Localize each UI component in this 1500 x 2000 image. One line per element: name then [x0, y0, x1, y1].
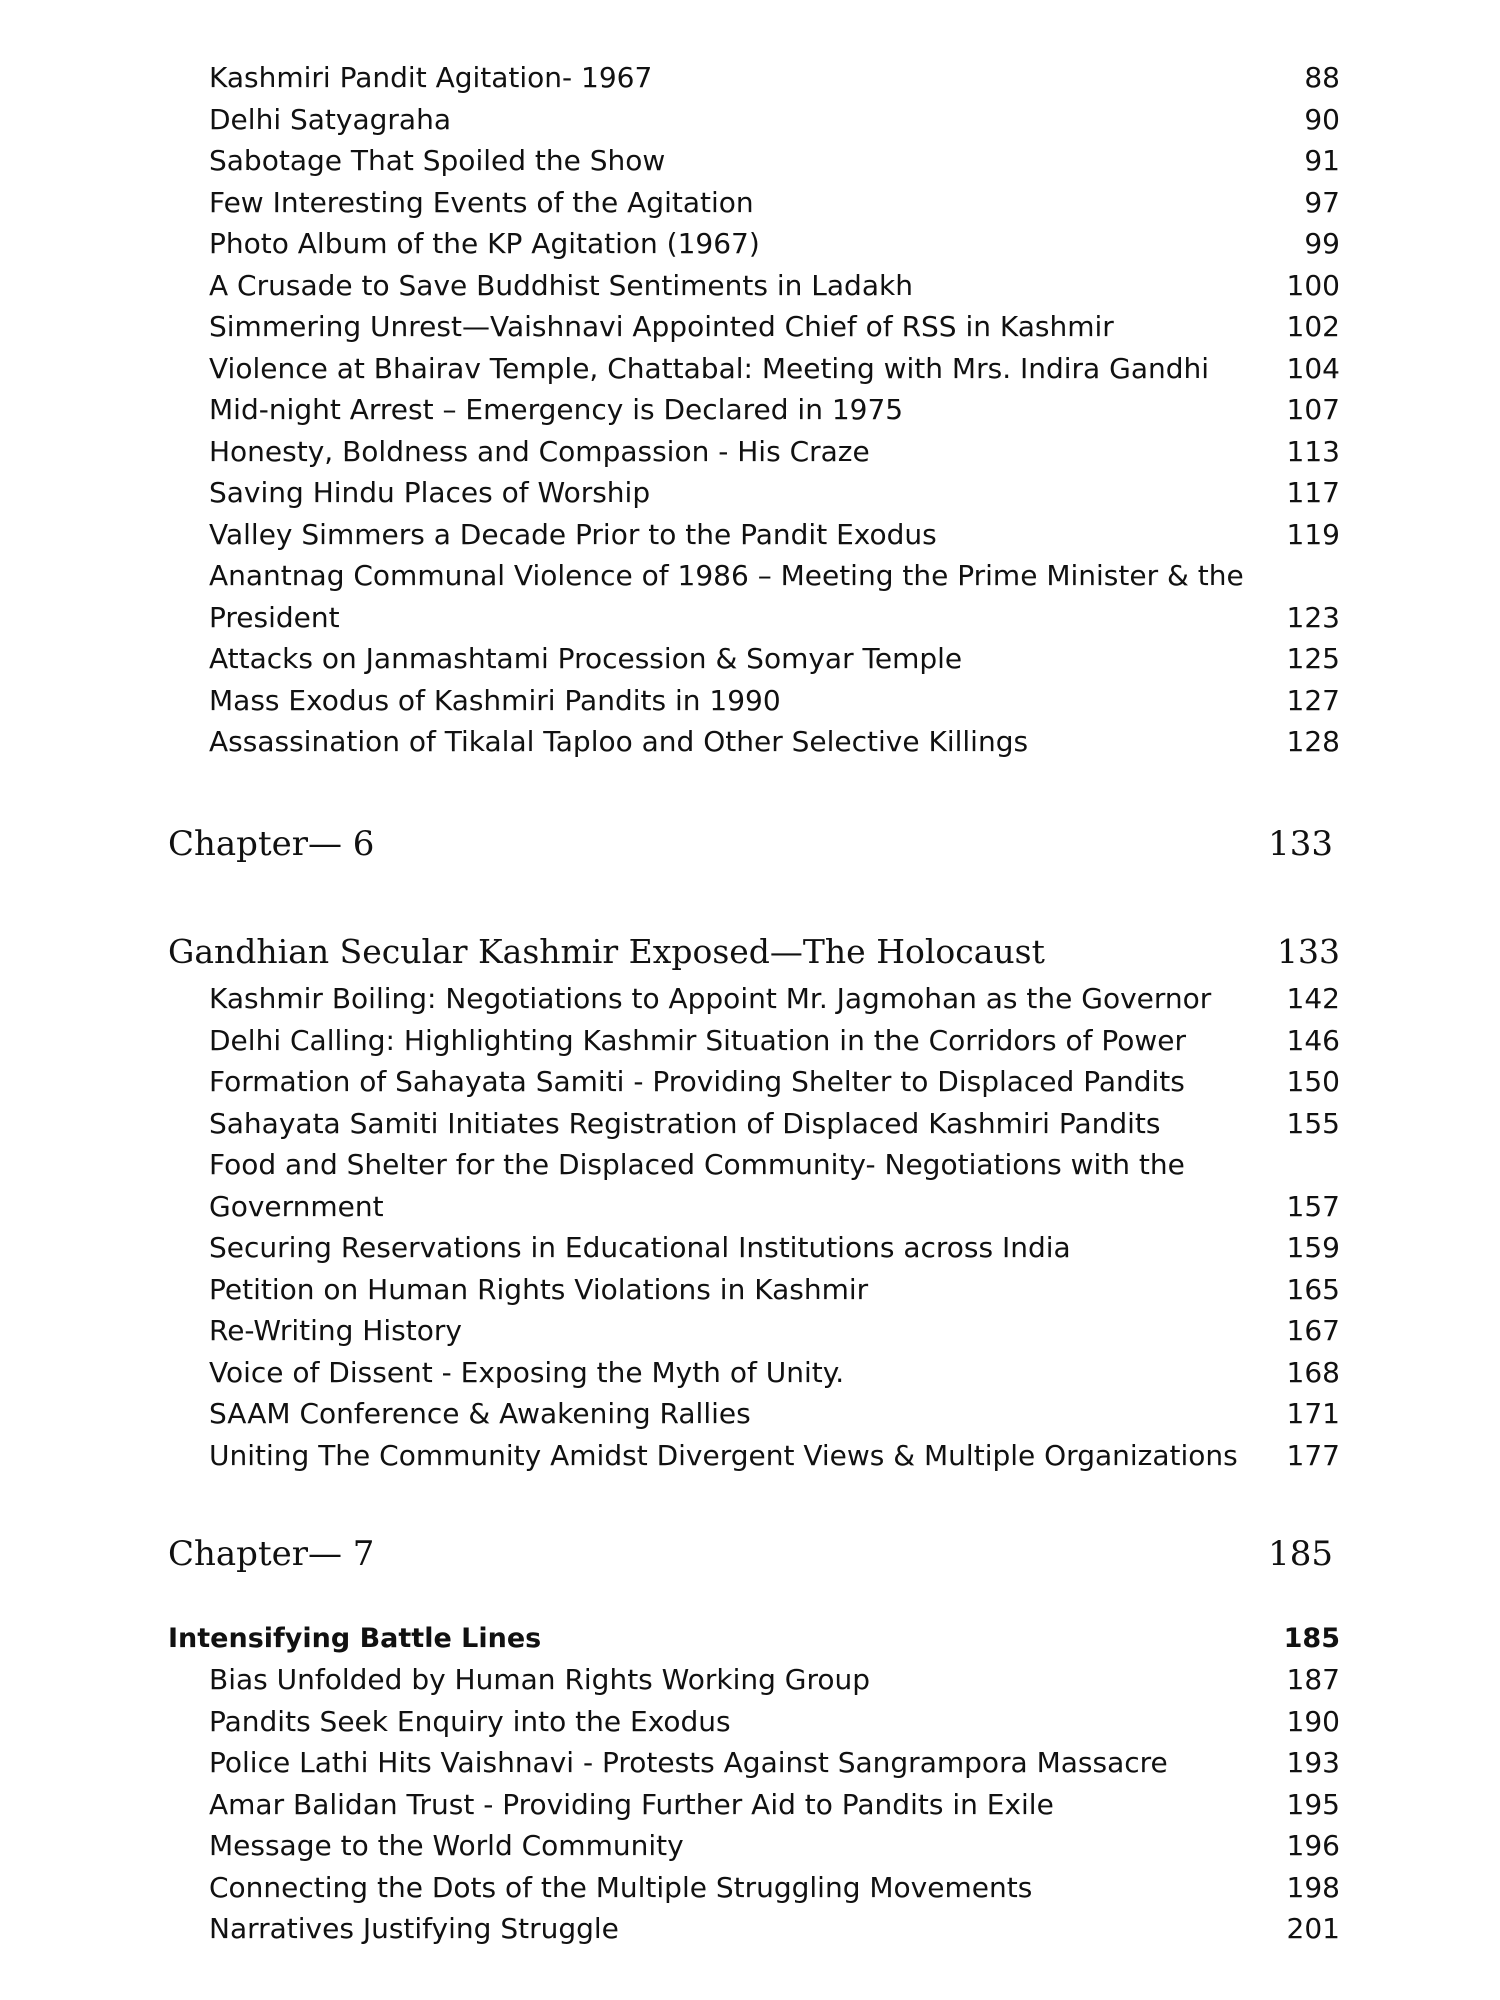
- toc-entry-title: Few Interesting Events of the Agitation: [209, 185, 754, 219]
- toc-entry-page: 88: [1304, 61, 1340, 94]
- toc-entry-title: Mass Exodus of Kashmiri Pandits in 1990: [209, 683, 781, 717]
- chapter-7-heading: Intensifying Battle Lines: [168, 1623, 542, 1654]
- toc-entry-page: 146: [1286, 1023, 1340, 1057]
- toc-entry-page: 142: [1286, 982, 1340, 1015]
- chapter-6-label: Chapter— 6: [168, 824, 375, 864]
- toc-entry-page: 193: [1286, 1746, 1340, 1779]
- toc-entry: [0, 1061, 1500, 1103]
- toc-entry-page: 177: [1286, 1438, 1340, 1472]
- chapter-6-heading-page: 133: [1277, 932, 1340, 971]
- toc-entry-page: 117: [1286, 476, 1340, 509]
- toc-entry-title: Kashmiri Pandit Agitation- 1967: [209, 61, 653, 94]
- toc-entry-title: Sahayata Samiti Initiates Registration of Displaced Kashmiri Pandits: [209, 1106, 1161, 1140]
- toc-entry-page: 97: [1304, 185, 1340, 219]
- toc-entry: [0, 555, 1500, 638]
- chapter-7-heading-page: 185: [1283, 1623, 1340, 1654]
- toc-entry-page: 102: [1286, 310, 1340, 343]
- toc-entry: [0, 638, 1500, 680]
- chapter-6-label-row: [0, 822, 1500, 866]
- chapter-6-entries: [0, 978, 1500, 1476]
- toc-entry: [0, 1908, 1500, 1950]
- toc-entry-title: Anantnag Communal Violence of 1986 – Meeting the Prime Minister & the President: [209, 559, 1244, 634]
- toc-entry: [0, 57, 1500, 99]
- toc-entry-title: Mid-night Arrest – Emergency is Declared in 1975: [209, 393, 904, 426]
- toc-entry-page: 198: [1286, 1870, 1340, 1904]
- toc-entry-page: 91: [1304, 144, 1340, 177]
- toc-entry-page: 90: [1304, 102, 1340, 136]
- toc-entry-page: 190: [1286, 1704, 1340, 1738]
- toc-entry: [0, 99, 1500, 141]
- toc-entry: [0, 978, 1500, 1020]
- toc-entry: [0, 1020, 1500, 1062]
- toc-entry-page: 113: [1286, 434, 1340, 468]
- toc-entry: [0, 514, 1500, 556]
- chapter-7-label: Chapter— 7: [168, 1534, 375, 1574]
- toc-entry-page: 201: [1286, 1912, 1340, 1945]
- toc-entry-title: Violence at Bhairav Temple, Chattabal: Meeting with Mrs. Indira Gandhi: [209, 351, 1210, 385]
- toc-entry-title: Delhi Satyagraha: [209, 102, 451, 136]
- toc-entry-title: SAAM Conference & Awakening Rallies: [209, 1397, 751, 1430]
- toc-entry-title: Attacks on Janmashtami Procession & Somyar Temple: [209, 642, 963, 675]
- toc-entry-page: 171: [1286, 1397, 1340, 1430]
- chapter-6-heading: Gandhian Secular Kashmir Exposed—The Holocaust: [168, 932, 1045, 971]
- toc-entry-title: Bias Unfolded by Human Rights Working Group: [209, 1663, 871, 1696]
- toc-entry: [0, 1659, 1500, 1701]
- toc-entry-title: Re-Writing History: [209, 1314, 462, 1347]
- toc-entry-title: Message to the World Community: [209, 1829, 684, 1862]
- toc-entry-page: 165: [1286, 1272, 1340, 1306]
- toc-entry-page: 196: [1286, 1829, 1340, 1862]
- toc-entry-title: Sabotage That Spoiled the Show: [209, 144, 666, 177]
- toc-entry: [0, 182, 1500, 224]
- toc-entry-page: 100: [1286, 268, 1340, 302]
- toc-entry-title: Voice of Dissent - Exposing the Myth of Unity.: [209, 1355, 845, 1389]
- toc-entry-page: 155: [1286, 1106, 1340, 1140]
- toc-entry-page: 128: [1286, 725, 1340, 758]
- toc-entry-page: 187: [1286, 1663, 1340, 1696]
- toc-entry-title: Photo Album of the KP Agitation (1967): [209, 227, 760, 260]
- toc-entry-page: 127: [1286, 683, 1340, 717]
- toc-entry: [0, 721, 1500, 763]
- chapter-6-heading-row: [0, 930, 1500, 974]
- toc-entry-title: Pandits Seek Enquiry into the Exodus: [209, 1704, 731, 1738]
- toc-entry-title: Saving Hindu Places of Worship: [209, 476, 651, 509]
- toc-entry-title: Uniting The Community Amidst Divergent Views & Multiple Organizations: [209, 1438, 1238, 1472]
- toc-entry-title: A Crusade to Save Buddhist Sentiments in Ladakh: [209, 268, 913, 302]
- toc-entry-page: 157: [1286, 1189, 1340, 1223]
- toc-entry: [0, 140, 1500, 182]
- toc-entry-title: Amar Balidan Trust - Providing Further Aid to Pandits in Exile: [209, 1787, 1054, 1821]
- toc-entry: [0, 1867, 1500, 1909]
- toc-entry: [0, 431, 1500, 473]
- toc-entry-title: Delhi Calling: Highlighting Kashmir Situation in the Corridors of Power: [209, 1023, 1187, 1057]
- toc-entry-page: 119: [1286, 517, 1340, 551]
- toc-entry: [0, 1269, 1500, 1311]
- toc-entry: [0, 1103, 1500, 1145]
- toc-entry: [0, 1435, 1500, 1477]
- toc-entry: [0, 1352, 1500, 1394]
- toc-entry: [0, 472, 1500, 514]
- toc-entry: [0, 1310, 1500, 1352]
- toc-entry-page: 107: [1286, 393, 1340, 426]
- toc-entry-page: 99: [1304, 227, 1340, 260]
- toc-entry-title: Connecting the Dots of the Multiple Struggling Movements: [209, 1870, 1033, 1904]
- toc-entry-title: Assassination of Tikalal Taploo and Other Selective Killings: [209, 725, 1029, 758]
- toc-entry-page: 104: [1286, 351, 1340, 385]
- toc-entry: [0, 389, 1500, 431]
- toc-entry-page: 168: [1286, 1355, 1340, 1389]
- chapter-7-label-row: [0, 1532, 1500, 1576]
- toc-entry: [0, 1784, 1500, 1826]
- toc-entry-page: 167: [1286, 1314, 1340, 1347]
- toc-entry-title: Narratives Justifying Struggle: [209, 1912, 619, 1945]
- toc-entry-title: Police Lathi Hits Vaishnavi - Protests Against Sangrampora Massacre: [209, 1746, 1168, 1779]
- toc-entry-title: Valley Simmers a Decade Prior to the Pandit Exodus: [209, 517, 937, 551]
- toc-entry-title: Honesty, Boldness and Compassion - His Craze: [209, 434, 870, 468]
- toc-entry: [0, 1825, 1500, 1867]
- chapter-7-heading-row: [0, 1618, 1500, 1660]
- toc-entry-page: 123: [1286, 600, 1340, 634]
- toc-entry-title: Simmering Unrest—Vaishnavi Appointed Chief of RSS in Kashmir: [209, 310, 1114, 343]
- toc-entry: [0, 306, 1500, 348]
- toc-entry: [0, 223, 1500, 265]
- toc-entry-title: Securing Reservations in Educational Institutions across India: [209, 1231, 1071, 1264]
- toc-entry: [0, 1393, 1500, 1435]
- toc-entry: [0, 680, 1500, 722]
- toc-entry-title: Formation of Sahayata Samiti - Providing Shelter to Displaced Pandits: [209, 1065, 1185, 1098]
- chapter-6-page: 133: [1268, 824, 1333, 864]
- toc-entry-page: 159: [1286, 1231, 1340, 1264]
- toc-entry-title: Food and Shelter for the Displaced Community- Negotiations with the Government: [209, 1148, 1185, 1223]
- chapter-7-page: 185: [1268, 1534, 1333, 1574]
- toc-entry: [0, 265, 1500, 307]
- section-1-entries: [0, 57, 1500, 763]
- chapter-7-entries: [0, 1659, 1500, 1950]
- toc-entry-title: Kashmir Boiling: Negotiations to Appoint Mr. Jagmohan as the Governor: [209, 982, 1212, 1015]
- toc-entry: [0, 1742, 1500, 1784]
- toc-entry-page: 195: [1286, 1787, 1340, 1821]
- toc-entry: [0, 1227, 1500, 1269]
- toc-entry-page: 150: [1286, 1065, 1340, 1098]
- toc-entry: [0, 1701, 1500, 1743]
- toc-entry: [0, 348, 1500, 390]
- toc-entry: [0, 1144, 1500, 1227]
- toc-entry-page: 125: [1286, 642, 1340, 675]
- toc-entry-title: Petition on Human Rights Violations in Kashmir: [209, 1272, 869, 1306]
